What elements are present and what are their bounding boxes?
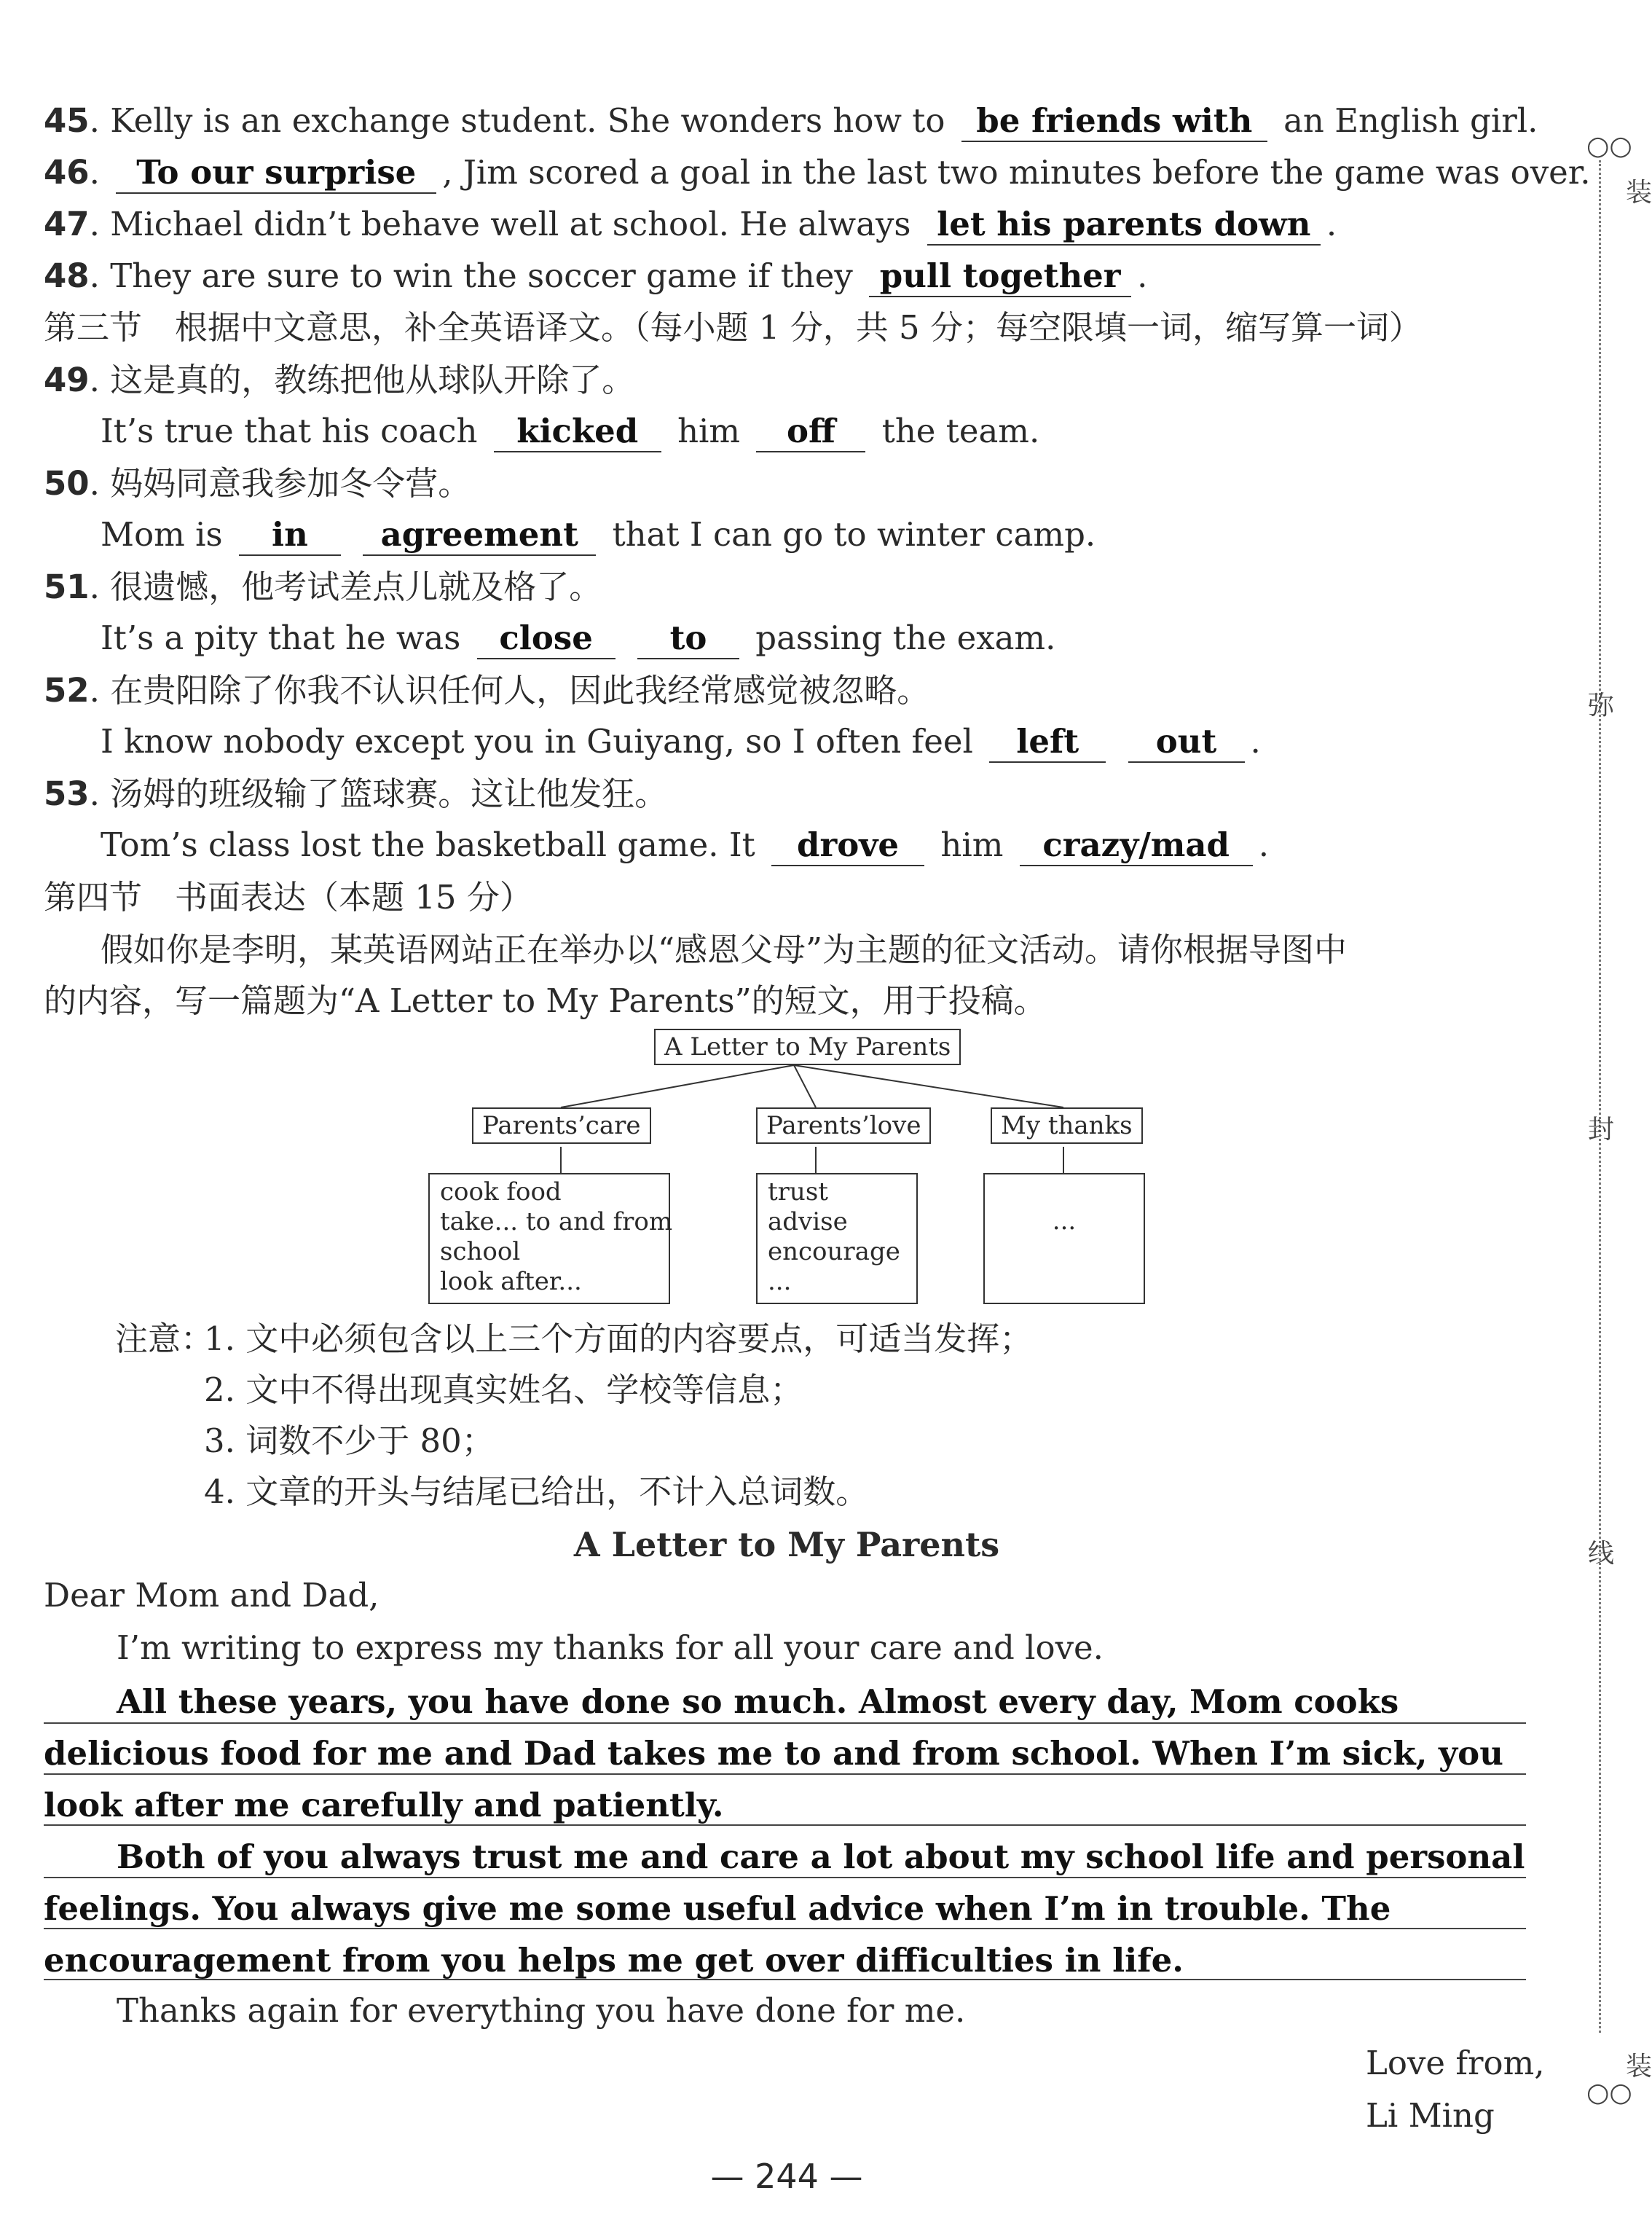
item-45: 45. Kelly is an exchange student. She wonders how to be friends with an English girl. — [44, 98, 1546, 144]
binding-circles-top: ○○ — [1586, 131, 1632, 161]
item-49-cn: 49. 这是真的，教练把他从球队开除了。 — [44, 361, 635, 399]
margin-char: 线 — [1588, 1539, 1615, 1569]
item-50-en: Mom is in agreement that I can go to winter camp. — [101, 511, 1546, 558]
note-2: 2. 文中不得出现真实姓名、学校等信息； — [204, 1370, 803, 1409]
prompt-line-1: 假如你是李明，某英语网站正在举办以“感恩父母”为主题的征文活动。请你根据导图中 — [101, 930, 1348, 969]
section-3-heading: 第三节 根据中文意思，补全英语译文。（每小题 1 分，共 5 分；每空限填一词，缩写算一词） — [44, 308, 1422, 347]
note-1: 1. 文中必须包含以上三个方面的内容要点，可适当发挥； — [204, 1319, 1033, 1358]
answer-blank: close — [477, 619, 615, 659]
answer-blank: To our surprise — [116, 153, 436, 194]
item-47: 47. Michael didn’t behave well at school. He always let his parents down . — [44, 201, 1546, 248]
notes-label: 注意： — [115, 1319, 214, 1358]
answer-blank: in — [239, 515, 341, 556]
diagram-love-items: trust advise encourage ... — [756, 1173, 918, 1304]
essay-closing: Thanks again for everything you have done for me. — [117, 1991, 966, 2030]
item-52-en: I know nobody except you in Guiyang, so I often feel left out . — [101, 718, 1546, 765]
item-52-cn: 52. 在贵阳除了你我不认识任何人，因此我经常感觉被忽略。 — [44, 671, 930, 710]
essay-signature: Li Ming — [1366, 2096, 1495, 2135]
answer-blank: let his parents down — [927, 205, 1321, 246]
answer-blank: pull together — [869, 256, 1131, 297]
prompt-line-2: 的内容，写一篇题为“A Letter to My Parents”的短文，用于投稿。 — [44, 981, 1047, 1020]
item-53-en: Tom’s class lost the basketball game. It drove him crazy/mad . — [101, 822, 1546, 868]
answer-blank: left — [989, 722, 1106, 763]
answer-blank: drove — [771, 825, 924, 866]
answer-blank: crazy/mad — [1020, 825, 1253, 866]
diagram-branch-love: Parents’love — [756, 1107, 931, 1144]
answer-blank: to — [637, 619, 739, 659]
margin-char: 封 — [1588, 1115, 1615, 1145]
margin-char: 装 — [1626, 178, 1652, 208]
answer-blank: agreement — [363, 515, 596, 556]
answer-blank: kicked — [494, 412, 661, 452]
essay-opening: I’m writing to express my thanks for all your care and love. — [117, 1628, 1104, 1667]
diagram-root: A Letter to My Parents — [654, 1029, 961, 1065]
item-53-cn: 53. 汤姆的班级输了篮球赛。这让他发狂。 — [44, 774, 668, 813]
essay-paragraph-1: All these years, you have done so much. Almost every day, Mom cooks delicious food for me and Dad takes me to and from school. When I’m sick, you look after me carefully and patiently. — [44, 1682, 1503, 1824]
essay-title: A Letter to My Parents — [573, 1525, 1000, 1564]
item-48: 48. They are sure to win the soccer game if they pull together . — [44, 253, 1546, 299]
section-4-heading: 第四节 书面表达（本题 15 分） — [44, 878, 532, 917]
item-51-en: It’s a pity that he was close to passing the exam. — [101, 615, 1546, 662]
binding-circles-bottom: ○○ — [1586, 2078, 1632, 2108]
binding-line — [1599, 160, 1602, 2033]
answer-blank: out — [1128, 722, 1245, 763]
margin-char: 装 — [1626, 2052, 1652, 2082]
essay-signoff: Love from, — [1366, 2044, 1545, 2082]
diagram-thanks-items: ... — [983, 1173, 1145, 1304]
mind-map-diagram — [422, 1027, 1151, 1304]
note-3: 3. 词数不少于 80； — [204, 1421, 495, 1460]
item-50-cn: 50. 妈妈同意我参加冬令营。 — [44, 464, 471, 503]
note-4: 4. 文章的开头与结尾已给出，不计入总词数。 — [204, 1472, 869, 1511]
answer-blank: off — [756, 412, 865, 452]
essay-greeting: Dear Mom and Dad, — [44, 1576, 379, 1615]
page-number: — 244 — — [710, 2157, 863, 2196]
item-49-en: It’s true that his coach kicked him off the team. — [101, 408, 1546, 455]
answer-blank: be friends with — [961, 101, 1267, 142]
item-51-cn: 51. 很遗憾，他考试差点儿就及格了。 — [44, 568, 602, 606]
item-46: 46. To our surprise , Jim scored a goal in the last two minutes before the game was over. — [44, 149, 1546, 196]
margin-char: 弥 — [1588, 691, 1615, 721]
diagram-care-items: cook food take... to and from school look after... — [428, 1173, 670, 1304]
diagram-branch-care: Parents’care — [472, 1107, 651, 1144]
diagram-branch-thanks: My thanks — [991, 1107, 1143, 1144]
essay-body — [44, 1676, 1526, 1986]
essay-paragraph-2: Both of you always trust me and care a lot about my school life and personal feelings. You always give me some useful advice when I’m in trouble. The encouragement from you helps me get over difficulties in life. — [44, 1837, 1525, 1980]
